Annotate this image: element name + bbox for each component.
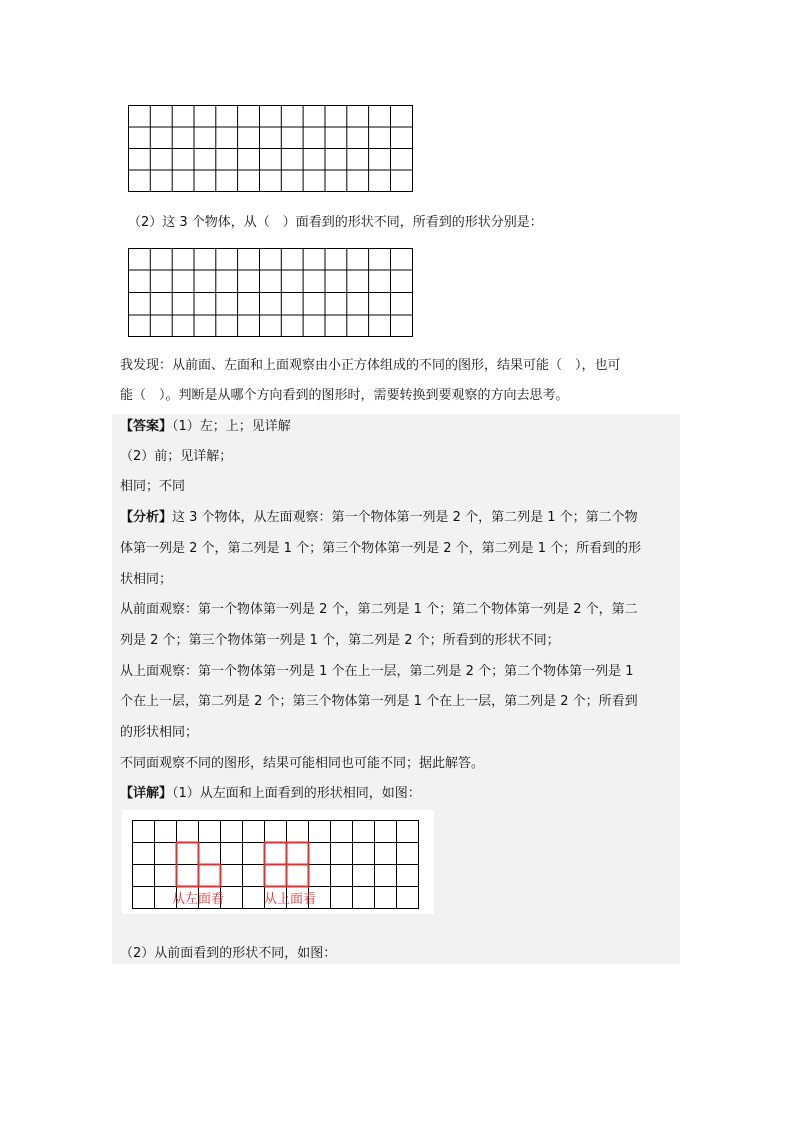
answer-grid-2 xyxy=(128,248,414,338)
analysis-line-4: 从前面观察：第一个物体第一列是 2 个，第二列是 1 个；第二个物体第一列是 2 个，第二 xyxy=(120,602,638,617)
analysis-line-7: 个在上一层，第二列是 2 个；第三个物体第一列是 1 个在上一层，第二列是 2 个；所看到 xyxy=(120,694,638,709)
detail-line-2: （2）从前面看到的形状不同，如图： xyxy=(120,946,337,961)
answer-grid-1 xyxy=(128,105,414,193)
detail-text-1: （1）从左面和上面看到的形状相同，如图： xyxy=(172,786,421,801)
discovery-line-2: 能（ ）。判断是从哪个方向看到的图形时，需要转换到要观察的方向去思考。 xyxy=(120,388,569,403)
analysis-line-3: 状相同； xyxy=(120,572,173,587)
analysis-line-5: 列是 2 个；第三个物体第一列是 1 个，第二列是 2 个；所看到的形状不同； xyxy=(120,633,560,648)
analysis-line-9: 不同面观察不同的图形，结果可能相同也可能不同；据此解答。 xyxy=(120,756,485,771)
question-2-text: （2）这 3 个物体，从（ ）面看到的形状不同，所看到的形状分别是： xyxy=(128,215,543,230)
analysis-line-1 xyxy=(120,509,638,527)
answer-tag: 【答案】 xyxy=(120,419,173,434)
label-left-view: 从左面看 xyxy=(172,892,225,907)
analysis-line-2: 体第一列是 2 个，第二列是 1 个；第三个物体第一列是 2 个，第二列是 1 个；所看到的形 xyxy=(120,541,642,556)
detail-line-1 xyxy=(120,785,421,803)
analysis-tag: 【分析】 xyxy=(120,510,173,525)
analysis-line-8: 的形状相同； xyxy=(120,725,199,740)
discovery-line-1: 我发现：从前面、左面和上面观察由小正方体组成的不同的图形，结果可能（ ），也可 xyxy=(120,358,621,373)
analysis-line-6: 从上面观察：第一个物体第一列是 1 个在上一层，第二列是 2 个；第二个物体第一列是 1 xyxy=(120,664,634,679)
detail-figure xyxy=(122,810,434,914)
answer-text-1: （1）左；上；见详解 xyxy=(172,419,291,434)
answer-line-2: （2）前；见详解； xyxy=(120,449,233,464)
analysis-text-1: 这 3 个物体，从左面观察：第一个物体第一列是 2 个，第二列是 1 个；第二个物 xyxy=(172,510,638,525)
label-top-view: 从上面看 xyxy=(264,892,317,907)
answer-line-1 xyxy=(120,418,291,436)
detail-tag: 【详解】 xyxy=(120,786,173,801)
answer-line-3: 相同；不同 xyxy=(120,479,186,494)
